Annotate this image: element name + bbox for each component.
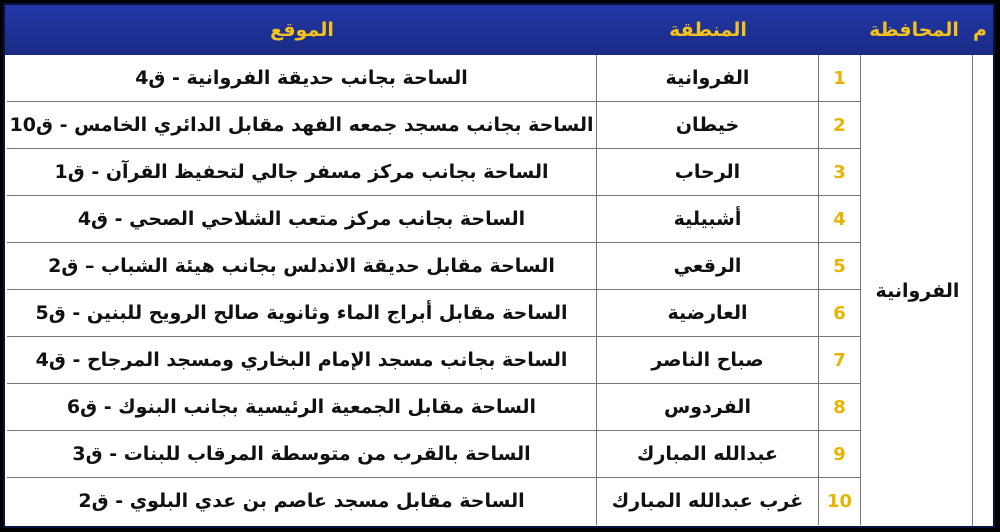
area-cell: غرب عبدالله المبارك xyxy=(597,478,819,525)
area-cell: الرقعي xyxy=(597,243,819,290)
area-cell: صباح الناصر xyxy=(597,337,819,384)
schedule-table xyxy=(3,3,995,528)
location-cell: الساحة بالقرب من متوسطة المرقاب للبنات - ق3 xyxy=(7,431,597,478)
row-number: 9 xyxy=(819,431,861,478)
location-cell: الساحة بجانب مركز متعب الشلاحي الصحي - ق4 xyxy=(7,196,597,243)
location-cell: الساحة مقابل الجمعية الرئيسية بجانب البنوك - ق6 xyxy=(7,384,597,431)
location-cell: الساحة مقابل مسجد عاصم بن عدي البلوي - ق2 xyxy=(7,478,597,525)
table-row xyxy=(5,337,863,384)
table-row xyxy=(5,290,863,337)
row-number: 8 xyxy=(819,384,861,431)
header-location: الموقع xyxy=(270,19,334,41)
row-number: 3 xyxy=(819,149,861,196)
table-row xyxy=(5,478,863,525)
area-cell: عبدالله المبارك xyxy=(597,431,819,478)
location-cell: الساحة بجانب حديقة الفروانية - ق4 xyxy=(7,55,597,102)
table-row xyxy=(5,243,863,290)
header-governorate: المحافظة xyxy=(869,19,959,41)
location-cell: الساحة بجانب مسجد الإمام البخاري ومسجد المرجاح - ق4 xyxy=(7,337,597,384)
table-row xyxy=(5,55,863,102)
row-number: 5 xyxy=(819,243,861,290)
row-number: 1 xyxy=(819,55,861,102)
location-cell: الساحة بجانب مسجد جمعه الفهد مقابل الدائري الخامس - ق10 xyxy=(7,102,597,149)
table-header xyxy=(5,5,993,55)
area-cell: الفردوس xyxy=(597,384,819,431)
table-row xyxy=(5,431,863,478)
location-cell: الساحة بجانب مركز مسفر جالي لتحفيظ القرآن - ق1 xyxy=(7,149,597,196)
table-row xyxy=(5,384,863,431)
row-number: 4 xyxy=(819,196,861,243)
header-area: المنطقة xyxy=(669,19,747,41)
table-row xyxy=(5,196,863,243)
area-cell: الرحاب xyxy=(597,149,819,196)
area-cell: الفروانية xyxy=(597,55,819,102)
table-row xyxy=(5,102,863,149)
location-cell: الساحة مقابل أبراج الماء وثانوية صالح الرويح للبنين - ق5 xyxy=(7,290,597,337)
row-number: 10 xyxy=(819,478,861,525)
row-number: 7 xyxy=(819,337,861,384)
header-index: م xyxy=(973,19,987,41)
table-body xyxy=(5,55,993,526)
area-cell: العارضية xyxy=(597,290,819,337)
area-cell: أشبيلية xyxy=(597,196,819,243)
location-cell: الساحة مقابل حديقة الاندلس بجانب هيئة الشباب – ق2 xyxy=(7,243,597,290)
table-row xyxy=(5,149,863,196)
row-number: 6 xyxy=(819,290,861,337)
row-number: 2 xyxy=(819,102,861,149)
governorate-cell: الفروانية xyxy=(863,55,973,526)
area-cell: خيطان xyxy=(597,102,819,149)
